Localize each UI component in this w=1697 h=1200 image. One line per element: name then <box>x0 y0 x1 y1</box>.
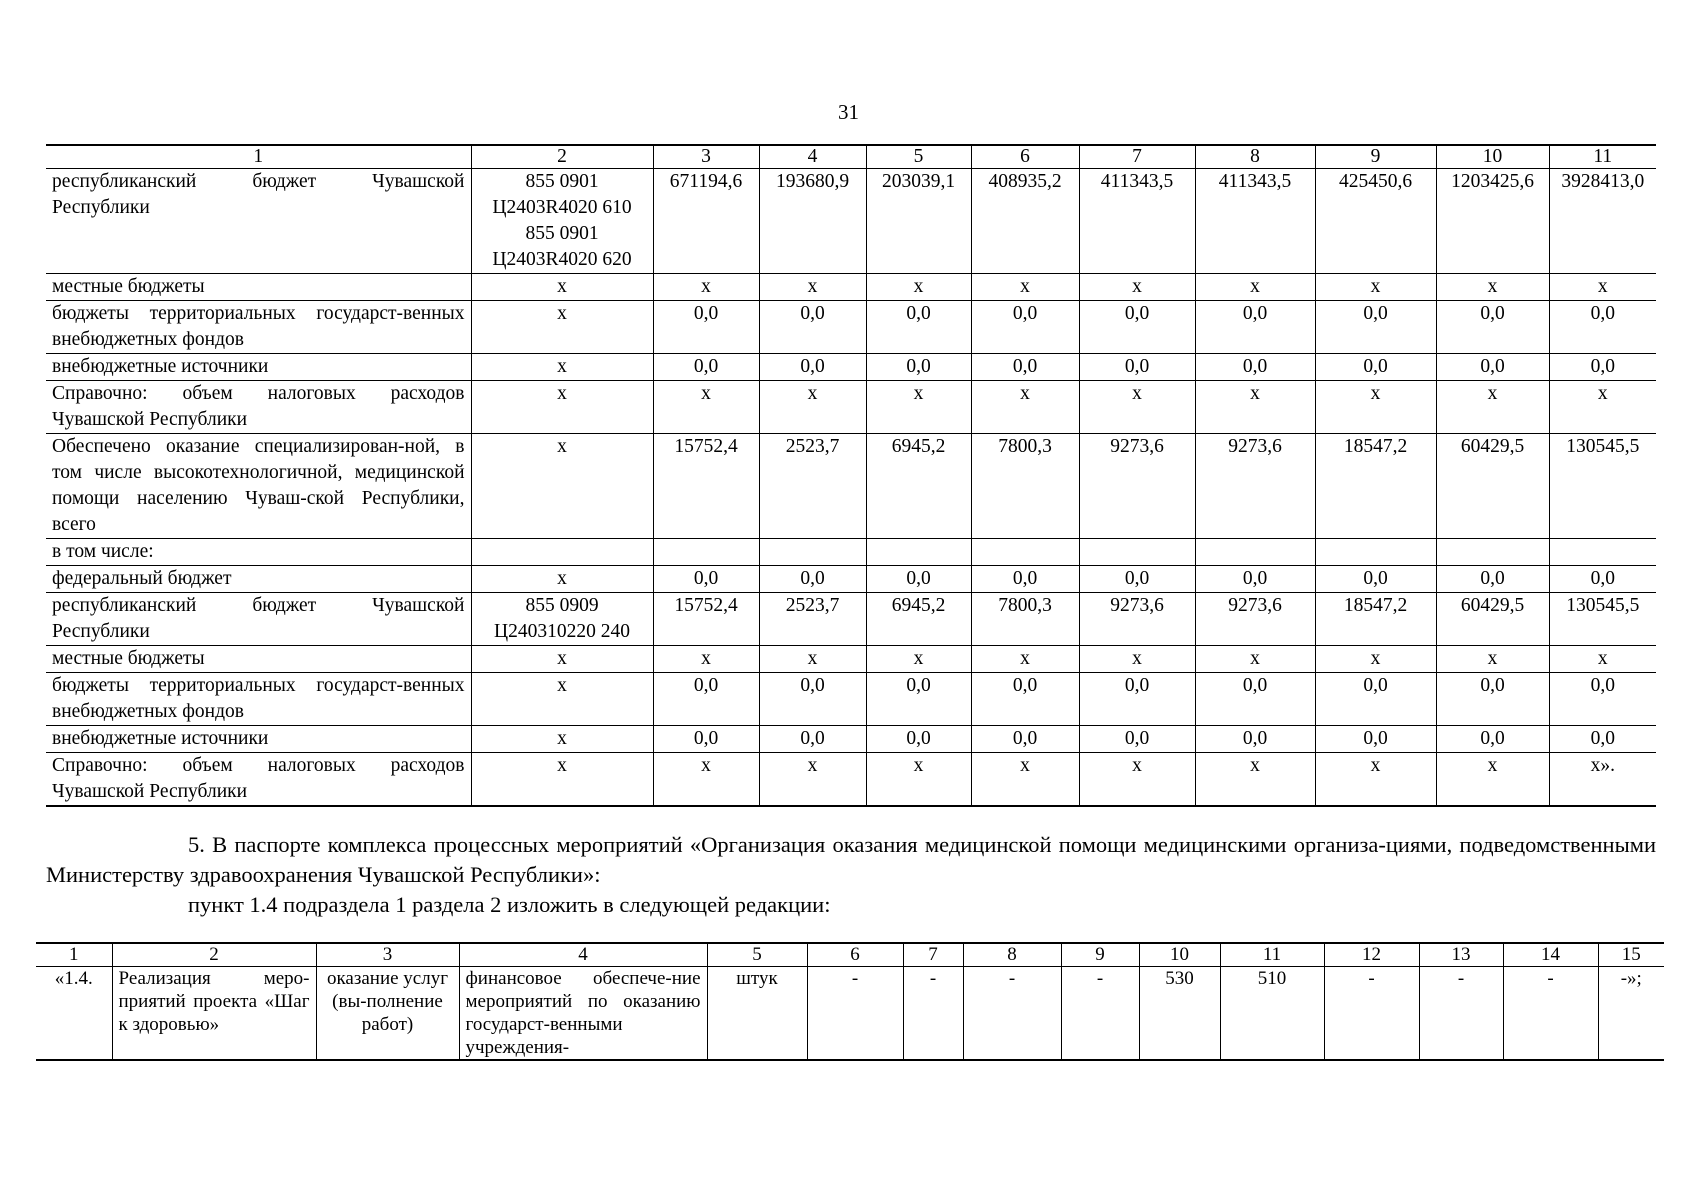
table-cell: x <box>1079 274 1195 301</box>
table-row <box>46 381 1656 434</box>
table-cell: 0,0 <box>1079 354 1195 381</box>
table-cell: x <box>1315 753 1436 807</box>
row-label: республиканский бюджет Чувашской Республики <box>46 169 471 274</box>
table-cell: 411343,5 <box>1195 169 1315 274</box>
table-cell: 0,0 <box>1549 566 1656 593</box>
table-cell: 0,0 <box>1315 673 1436 726</box>
column-header: 13 <box>1419 943 1503 967</box>
table-cell: 0,0 <box>1549 726 1656 753</box>
table-cell: x <box>759 753 866 807</box>
table-cell: 2523,7 <box>759 434 866 539</box>
table-cell: 0,0 <box>1195 726 1315 753</box>
table-cell: x <box>1436 274 1549 301</box>
amendment-text: 5. В паспорте комплекса процессных мероприятий «Организация оказания медицинской помощи медицинскими организа-циями, подведомственными Министерству здравоохранения Чувашской Республики»: <box>46 832 1656 887</box>
table-row <box>46 354 1656 381</box>
table-cell: 0,0 <box>971 301 1079 354</box>
budget-code <box>471 169 653 274</box>
table-cell: 0,0 <box>1079 726 1195 753</box>
budget-code-line: x <box>557 303 567 324</box>
table-cell: 0,0 <box>1436 566 1549 593</box>
table-cell: 7800,3 <box>971 434 1079 539</box>
table-cell <box>1195 539 1315 566</box>
column-header: 5 <box>866 145 971 169</box>
table-cell: 0,0 <box>1315 301 1436 354</box>
row-label: бюджеты территориальных государст-венных внебюджетных фондов <box>46 301 471 354</box>
table-cell <box>866 539 971 566</box>
item-name: Реализация меро-приятий проекта «Шаг к здоровью» <box>112 967 316 1061</box>
table-cell: 203039,1 <box>866 169 971 274</box>
table-cell: 9273,6 <box>1195 434 1315 539</box>
budget-code <box>471 354 653 381</box>
table-cell: 0,0 <box>1315 566 1436 593</box>
column-header: 10 <box>1139 943 1220 967</box>
table-cell: 15752,4 <box>653 434 759 539</box>
table-cell: 0,0 <box>653 673 759 726</box>
table-cell: 1203425,6 <box>1436 169 1549 274</box>
table-cell: 0,0 <box>866 301 971 354</box>
budget-code <box>471 274 653 301</box>
table-cell: x <box>971 646 1079 673</box>
row-label: Справочно: объем налоговых расходов Чувашской Республики <box>46 381 471 434</box>
table-cell: x <box>866 753 971 807</box>
row-label: внебюджетные источники <box>46 354 471 381</box>
table-cell: 0,0 <box>759 726 866 753</box>
table-cell: 9273,6 <box>1079 434 1195 539</box>
table-cell: 0,0 <box>1195 566 1315 593</box>
table-cell: x <box>1549 646 1656 673</box>
table-cell: 0,0 <box>971 726 1079 753</box>
table-cell: - <box>963 967 1061 1061</box>
table-cell: 130545,5 <box>1549 593 1656 646</box>
table-cell: 0,0 <box>866 673 971 726</box>
budget-code-line: x <box>557 648 567 669</box>
column-header: 6 <box>807 943 903 967</box>
table-cell: 0,0 <box>866 354 971 381</box>
table-cell: 0,0 <box>1195 354 1315 381</box>
table-cell: 0,0 <box>1549 301 1656 354</box>
table-cell: 425450,6 <box>1315 169 1436 274</box>
budget-code-line: x <box>557 436 567 457</box>
table-cell: 0,0 <box>971 566 1079 593</box>
row-label: местные бюджеты <box>46 646 471 673</box>
table-cell: x <box>971 381 1079 434</box>
row-label: Справочно: объем налоговых расходов Чувашской Республики <box>46 753 471 807</box>
table-row <box>46 593 1656 646</box>
table-cell <box>1315 539 1436 566</box>
table-row <box>46 753 1656 807</box>
table-cell: 0,0 <box>1079 673 1195 726</box>
table-cell: 0,0 <box>1549 354 1656 381</box>
table-cell: 530 <box>1139 967 1220 1061</box>
table-cell: 130545,5 <box>1549 434 1656 539</box>
table-cell <box>1549 539 1656 566</box>
column-header: 11 <box>1549 145 1656 169</box>
table-cell: 0,0 <box>759 673 866 726</box>
table-cell: x <box>1549 274 1656 301</box>
column-header: 6 <box>971 145 1079 169</box>
table-cell: x <box>1195 381 1315 434</box>
table-cell: 18547,2 <box>1315 593 1436 646</box>
table-row <box>46 274 1656 301</box>
table-cell: x <box>1079 753 1195 807</box>
table-cell: 0,0 <box>653 566 759 593</box>
row-label: в том числе: <box>46 539 471 566</box>
table-cell <box>653 539 759 566</box>
table-cell: x <box>759 646 866 673</box>
table-cell: 18547,2 <box>1315 434 1436 539</box>
table-cell: 0,0 <box>971 354 1079 381</box>
column-header: 8 <box>963 943 1061 967</box>
table-cell: 6945,2 <box>866 593 971 646</box>
budget-code <box>471 726 653 753</box>
table-cell: 408935,2 <box>971 169 1079 274</box>
column-header: 9 <box>1061 943 1139 967</box>
table-cell: 0,0 <box>1436 301 1549 354</box>
table-cell: 0,0 <box>653 354 759 381</box>
table-cell: x <box>1195 274 1315 301</box>
row-label: федеральный бюджет <box>46 566 471 593</box>
table-cell: 193680,9 <box>759 169 866 274</box>
table-cell: 0,0 <box>866 566 971 593</box>
table-cell: x <box>1195 646 1315 673</box>
budget-code <box>471 434 653 539</box>
column-header: 3 <box>316 943 459 967</box>
budget-code <box>471 753 653 807</box>
table-cell: 0,0 <box>1315 726 1436 753</box>
table-cell: 6945,2 <box>866 434 971 539</box>
item-unit: штук <box>707 967 807 1061</box>
column-header: 7 <box>903 943 963 967</box>
row-label: республиканский бюджет Чувашской Республики <box>46 593 471 646</box>
budget-code-line: x <box>557 276 567 297</box>
table-cell: x <box>971 753 1079 807</box>
budget-code-line: x <box>557 675 567 696</box>
table-row <box>36 967 1664 1061</box>
column-header: 12 <box>1324 943 1419 967</box>
table-cell: 0,0 <box>1079 301 1195 354</box>
table-cell: x <box>653 646 759 673</box>
table-row <box>46 301 1656 354</box>
column-header: 15 <box>1598 943 1664 967</box>
budget-code-line: Ц2403R4020 620 <box>492 249 632 270</box>
table-cell: 9273,6 <box>1195 593 1315 646</box>
column-header: 8 <box>1195 145 1315 169</box>
table-cell: x <box>1315 274 1436 301</box>
table-cell: x <box>1436 381 1549 434</box>
table-cell: x <box>866 274 971 301</box>
column-header: 4 <box>759 145 866 169</box>
item-type: оказание услуг (вы-полнение работ) <box>316 967 459 1061</box>
table-cell: 0,0 <box>759 354 866 381</box>
table-cell: 7800,3 <box>971 593 1079 646</box>
column-header: 2 <box>471 145 653 169</box>
table-cell: - <box>1061 967 1139 1061</box>
table-cell: x <box>653 381 759 434</box>
table-cell <box>759 539 866 566</box>
table-row <box>46 169 1656 274</box>
table-cell: x <box>866 646 971 673</box>
table-row <box>46 673 1656 726</box>
table-cell: x». <box>1549 753 1656 807</box>
table-cell: 0,0 <box>759 301 866 354</box>
budget-code-line: x <box>557 568 567 589</box>
table-cell: 60429,5 <box>1436 434 1549 539</box>
table-cell: 0,0 <box>1079 566 1195 593</box>
page-number: 31 <box>838 100 859 124</box>
table-header-row <box>46 145 1656 169</box>
table-cell: - <box>903 967 963 1061</box>
table-cell: 411343,5 <box>1079 169 1195 274</box>
budget-code-line: Ц2403R4020 610 <box>492 197 632 218</box>
table-cell: - <box>1324 967 1419 1061</box>
table-cell: 9273,6 <box>1079 593 1195 646</box>
column-header: 10 <box>1436 145 1549 169</box>
column-header: 11 <box>1220 943 1324 967</box>
table-cell: x <box>653 753 759 807</box>
column-header: 14 <box>1503 943 1598 967</box>
budget-code-line: x <box>557 728 567 749</box>
row-label: Обеспечено оказание специализирован-ной, в том числе высокотехнологичной, медицинской помощи населению Чуваш-ской Республики, всего <box>46 434 471 539</box>
table-cell: - <box>1419 967 1503 1061</box>
budget-code <box>471 593 653 646</box>
table-cell: x <box>759 381 866 434</box>
table-cell: 0,0 <box>1315 354 1436 381</box>
table-row <box>46 434 1656 539</box>
table-cell <box>1436 539 1549 566</box>
table-cell: x <box>1079 381 1195 434</box>
table-cell: x <box>1549 381 1656 434</box>
table-cell: 0,0 <box>971 673 1079 726</box>
table-row <box>46 566 1656 593</box>
column-header: 3 <box>653 145 759 169</box>
row-label: внебюджетные источники <box>46 726 471 753</box>
column-header: 9 <box>1315 145 1436 169</box>
budget-code <box>471 646 653 673</box>
column-header: 7 <box>1079 145 1195 169</box>
table-cell: x <box>1315 646 1436 673</box>
table-cell: x <box>1079 646 1195 673</box>
table-cell: 0,0 <box>1436 726 1549 753</box>
table-cell: x <box>1195 753 1315 807</box>
budget-code <box>471 539 653 566</box>
amendment-instruction: пункт 1.4 подраздела 1 раздела 2 изложить в следующей редакции: <box>188 892 831 917</box>
table-cell: x <box>971 274 1079 301</box>
table-header-row <box>36 943 1664 967</box>
budget-code-line: 855 0909 <box>525 595 599 616</box>
table-cell: x <box>866 381 971 434</box>
table-cell: 510 <box>1220 967 1324 1061</box>
table-cell: 671194,6 <box>653 169 759 274</box>
table-cell: x <box>759 274 866 301</box>
table-row <box>46 539 1656 566</box>
table-cell: 15752,4 <box>653 593 759 646</box>
table-cell: 0,0 <box>1436 673 1549 726</box>
budget-code <box>471 381 653 434</box>
budget-code-line: x <box>557 755 567 776</box>
table-cell <box>1079 539 1195 566</box>
column-header: 5 <box>707 943 807 967</box>
item-description: финансовое обеспече-ние мероприятий по оказанию государст-венными учреждения- <box>459 967 707 1061</box>
item-number: «1.4. <box>36 967 112 1061</box>
budget-code-line: x <box>557 383 567 404</box>
table-cell <box>971 539 1079 566</box>
column-header: 4 <box>459 943 707 967</box>
table-row <box>46 646 1656 673</box>
table-cell: x <box>1436 753 1549 807</box>
table-cell: 60429,5 <box>1436 593 1549 646</box>
table-cell: 3928413,0 <box>1549 169 1656 274</box>
table-cell: 0,0 <box>1195 673 1315 726</box>
column-header: 1 <box>46 145 471 169</box>
budget-code <box>471 566 653 593</box>
budget-code <box>471 301 653 354</box>
table-cell: 0,0 <box>653 301 759 354</box>
column-header: 2 <box>112 943 316 967</box>
table-cell: 2523,7 <box>759 593 866 646</box>
table-cell: x <box>1436 646 1549 673</box>
row-label: местные бюджеты <box>46 274 471 301</box>
table-cell: x <box>1315 381 1436 434</box>
column-header: 1 <box>36 943 112 967</box>
table-cell: 0,0 <box>1549 673 1656 726</box>
table-cell: - <box>807 967 903 1061</box>
amendment-paragraph <box>46 830 1656 920</box>
table-cell: 0,0 <box>653 726 759 753</box>
row-label: бюджеты территориальных государст-венных внебюджетных фондов <box>46 673 471 726</box>
budget-code-line: 855 0901 <box>525 223 599 244</box>
activity-table <box>36 942 1664 1061</box>
funding-table <box>46 144 1656 807</box>
table-cell: 0,0 <box>1436 354 1549 381</box>
table-cell: - <box>1503 967 1598 1061</box>
budget-code-line: 855 0901 <box>525 171 599 192</box>
budget-code-line: x <box>557 356 567 377</box>
table-cell: -»; <box>1598 967 1664 1061</box>
table-cell: 0,0 <box>866 726 971 753</box>
table-cell: 0,0 <box>759 566 866 593</box>
table-row <box>46 726 1656 753</box>
table-cell: 0,0 <box>1195 301 1315 354</box>
budget-code <box>471 673 653 726</box>
budget-code-line: Ц240310220 240 <box>494 621 630 642</box>
table-cell: x <box>653 274 759 301</box>
